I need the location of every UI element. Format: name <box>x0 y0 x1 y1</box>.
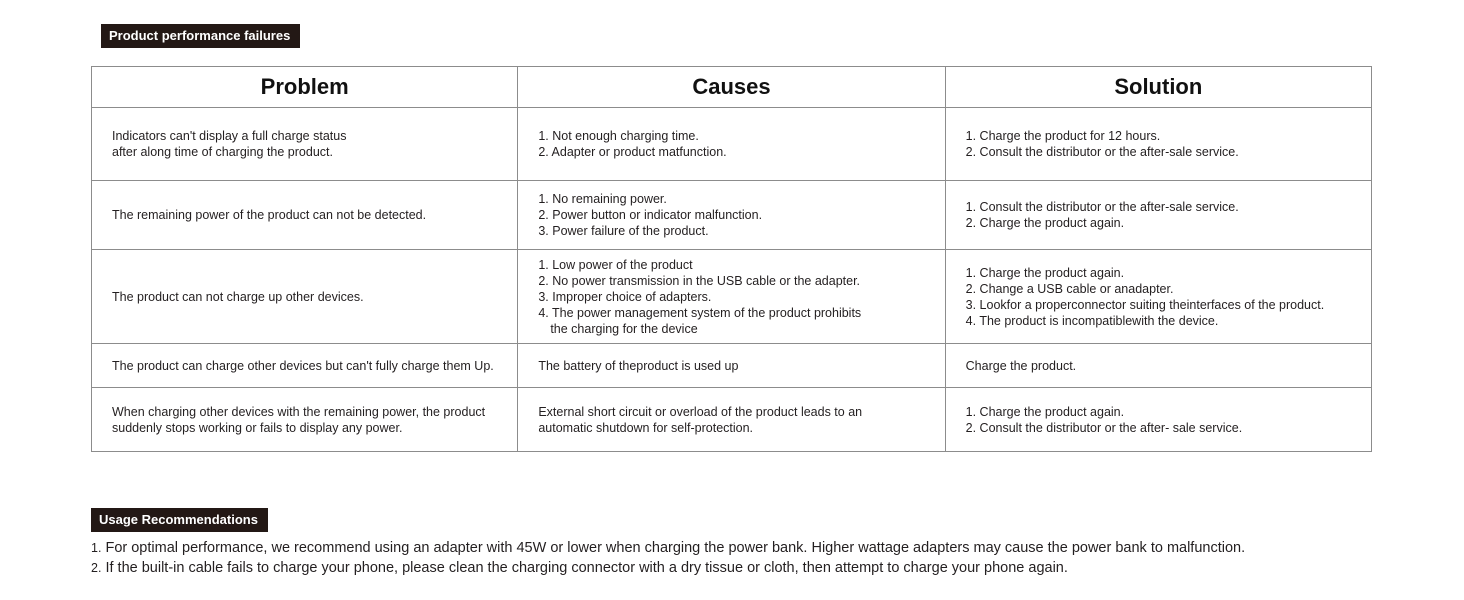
cell-line: 2. Consult the distributor or the after- sale service. <box>965 420 1243 435</box>
usage-list <box>91 539 1245 578</box>
cell-line: 2. Power button or indicator malfunction. <box>538 208 763 222</box>
cell-line: 1. Low power of the product <box>538 257 693 272</box>
usage-item-number: 1. <box>91 541 102 555</box>
cell-line: 1. Charge the product for 12 hours. <box>965 129 1161 143</box>
usage-section-heading: Usage Recommendations <box>91 508 268 532</box>
problem-cell <box>92 108 518 181</box>
cell-line: 1. Consult the distributor or the after-sale service. <box>965 200 1239 214</box>
causes-cell <box>518 181 945 250</box>
table-row <box>92 344 1372 388</box>
problem-cell <box>92 181 518 250</box>
solution-cell <box>945 388 1371 452</box>
cell-line: 1. Charge the product again. <box>965 404 1125 419</box>
cell-line: 2. Adapter or product matfunction. <box>538 145 727 159</box>
usage-item-text: If the built-in cable fails to charge your phone, please clean the charging connector with a dry tissue or cloth, then attempt to charge your phone again. <box>101 559 1068 576</box>
usage-item-text: For optimal performance, we recommend using an adapter with 45W or lower when charging the power bank. Higher wattage adapters may cause the power bank to malfunction. <box>101 540 1246 556</box>
cell-line: 3. Improper choice of adapters. <box>538 289 712 304</box>
cell-line: the charging for the device <box>550 321 698 336</box>
table-row <box>92 250 1372 344</box>
failures-table <box>91 66 1372 452</box>
cell-line: Indicators can't display a full charge status <box>112 129 347 143</box>
cell-line: 2. Consult the distributor or the after-sale service. <box>965 145 1239 159</box>
table-header-row <box>92 67 1372 108</box>
cell-line: The product can not charge up other devices. <box>112 289 364 304</box>
problem-cell <box>92 344 518 388</box>
solution-cell <box>945 250 1371 344</box>
causes-cell <box>518 250 945 344</box>
column-header-causes: Causes <box>518 67 945 108</box>
table-row <box>92 108 1372 181</box>
failures-section-heading: Product performance failures <box>101 24 300 48</box>
cell-line: 1. No remaining power. <box>538 192 667 206</box>
table-row <box>92 181 1372 250</box>
causes-cell <box>518 108 945 181</box>
cell-line: 3. Lookfor a properconnector suiting theinterfaces of the product. <box>965 297 1325 312</box>
cell-line: 2. No power transmission in the USB cable or the adapter. <box>538 273 861 288</box>
cell-line: 1. Charge the product again. <box>965 265 1125 280</box>
cell-line: The product can charge other devices but can't fully charge them Up. <box>112 358 494 373</box>
cell-line: 2. Change a USB cable or anadapter. <box>965 281 1174 296</box>
cell-line: after along time of charging the product. <box>112 145 333 159</box>
usage-item <box>91 539 1245 559</box>
cell-line: 1. Not enough charging time. <box>538 129 699 143</box>
problem-cell <box>92 250 518 344</box>
column-header-problem: Problem <box>92 67 518 108</box>
causes-cell <box>518 388 945 452</box>
cell-line: External short circuit or overload of the product leads to an <box>538 404 863 419</box>
cell-line: When charging other devices with the remaining power, the product <box>112 404 486 419</box>
column-header-solution: Solution <box>945 67 1371 108</box>
cell-line: suddenly stops working or fails to display any power. <box>112 420 403 435</box>
problem-cell <box>92 388 518 452</box>
solution-cell <box>945 108 1371 181</box>
cell-line: 3. Power failure of the product. <box>538 224 709 238</box>
usage-item <box>91 559 1245 579</box>
cell-line: 2. Charge the product again. <box>965 216 1125 230</box>
cell-line: automatic shutdown for self-protection. <box>538 420 754 435</box>
cell-line: Charge the product. <box>965 358 1077 373</box>
usage-item-number: 2. <box>91 560 102 575</box>
cell-line: The battery of theproduct is used up <box>538 358 739 373</box>
solution-cell <box>945 344 1371 388</box>
solution-cell <box>945 181 1371 250</box>
cell-line: 4. The power management system of the product prohibits <box>538 305 862 320</box>
cell-line: The remaining power of the product can not be detected. <box>112 208 427 222</box>
cell-line: 4. The product is incompatiblewith the device. <box>965 313 1219 328</box>
table-row <box>92 388 1372 452</box>
causes-cell <box>518 344 945 388</box>
